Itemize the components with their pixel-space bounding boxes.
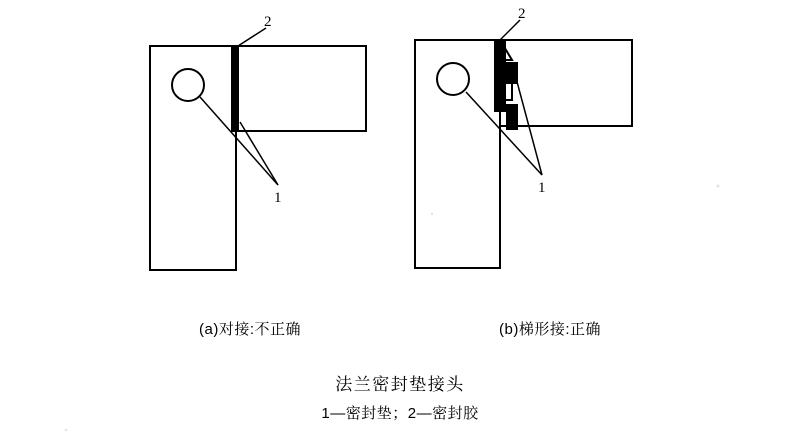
diagram-part-a: [150, 28, 366, 270]
diagram-part-b: [415, 20, 632, 268]
leader-line-b-2: [500, 20, 520, 40]
figure-legend: 1—密封垫；2—密封胶: [321, 405, 479, 422]
bolt-hole-b: [437, 63, 469, 95]
callout-b-2: 2: [518, 6, 526, 22]
sealant-butt-joint-a: [231, 46, 239, 132]
figure-title: 法兰密封垫接头: [335, 375, 465, 394]
callout-a-2: 2: [264, 14, 272, 30]
subcaption-a: (a)对接:不正确: [198, 321, 301, 338]
right-flange-arm-a: [236, 46, 366, 131]
leader-line-a-2: [238, 28, 266, 46]
bolt-hole-a: [172, 69, 204, 101]
callout-b-1: 1: [538, 180, 546, 196]
subcaption-b: (b)梯形接:正确: [498, 321, 601, 338]
callout-a-1: 1: [274, 190, 282, 206]
right-flange-arm-b: [500, 40, 632, 126]
